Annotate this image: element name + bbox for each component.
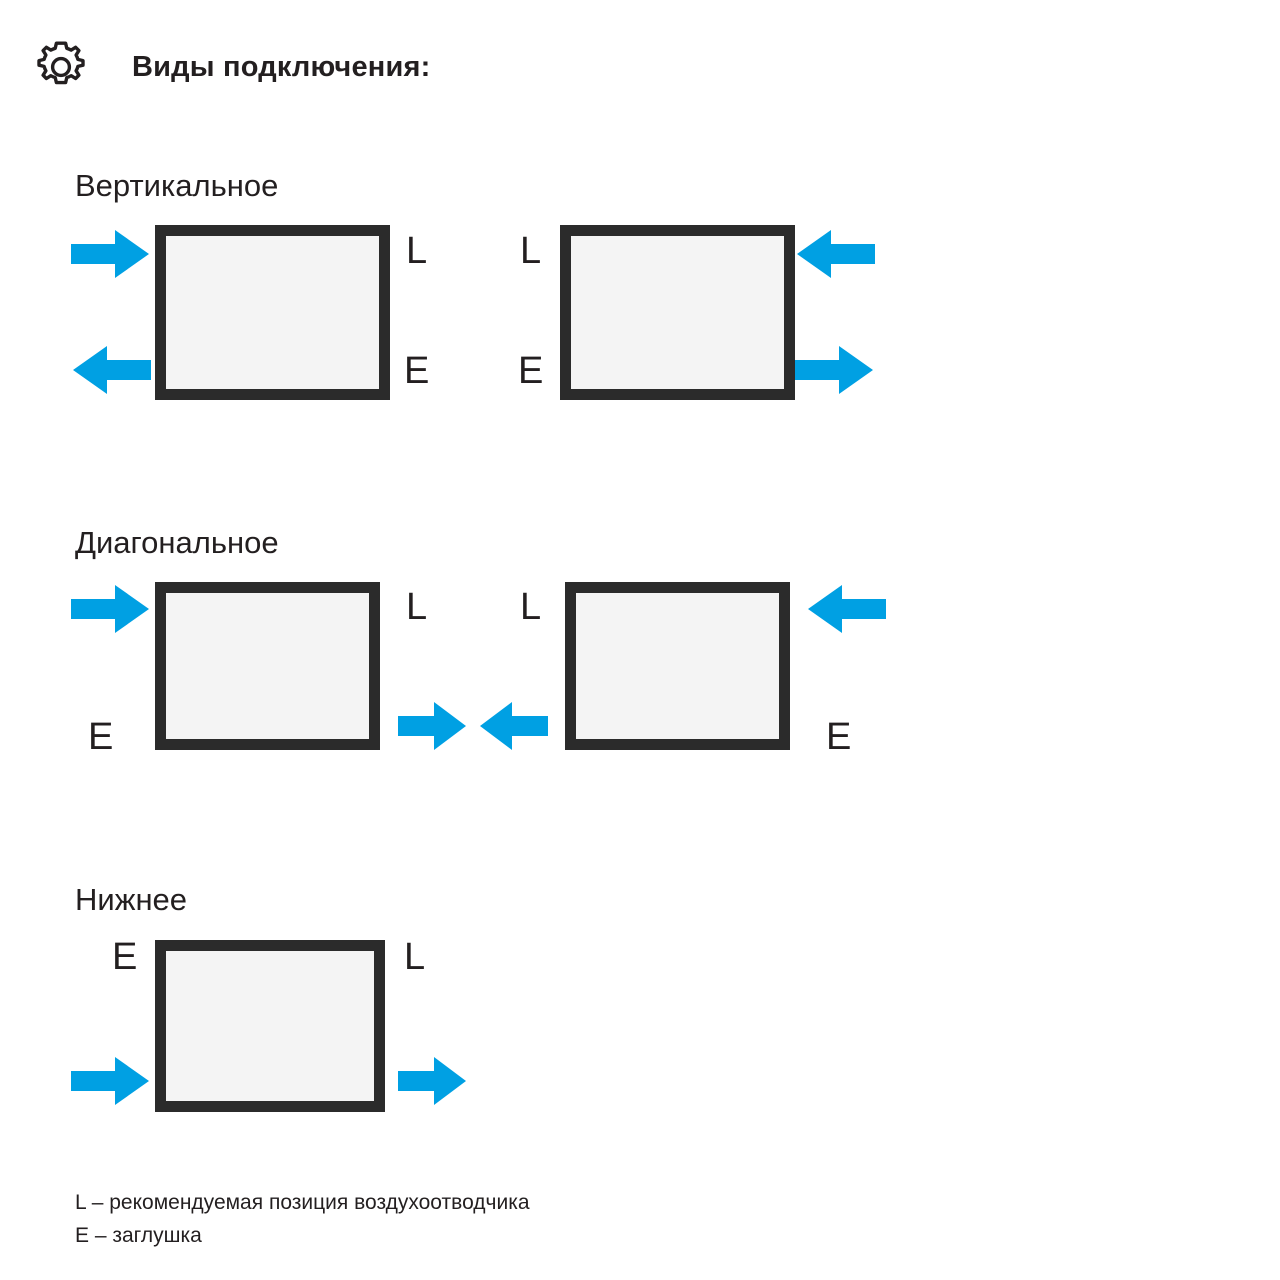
radiator-vertical-right [560, 225, 795, 400]
arrow-diagonal-right-inlet [806, 583, 886, 640]
arrow-vertical-left-inlet [71, 228, 151, 285]
port-label-diagonal-right-bottom: E [826, 716, 852, 758]
port-label-bottom-right: L [404, 936, 426, 978]
arrow-vertical-right-outlet [795, 344, 875, 401]
section-title-bottom: Нижнее [75, 882, 188, 917]
port-label-bottom-left: E [112, 936, 138, 978]
port-label-diagonal-left-bottom: E [88, 716, 114, 758]
port-label-diagonal-left-top: L [406, 586, 428, 628]
port-label-diagonal-right-top: L [520, 586, 542, 628]
port-label-vertical-right-top: L [520, 230, 542, 272]
radiator-vertical-left [155, 225, 390, 400]
page-title: Виды подключения: [132, 50, 431, 83]
arrow-diagonal-left-inlet [71, 583, 151, 640]
legend-item-L: L – рекомендуемая позиция воздухоотводчика [75, 1191, 530, 1214]
radiator-bottom [155, 940, 385, 1112]
port-label-vertical-left-bottom: E [404, 350, 430, 392]
arrow-diagonal-right-outlet [478, 700, 548, 757]
header [34, 40, 431, 94]
arrow-diagonal-left-outlet [398, 700, 468, 757]
arrow-vertical-left-outlet [71, 344, 151, 401]
port-label-vertical-left-top: L [406, 230, 428, 272]
gear-icon [34, 40, 88, 94]
section-title-vertical: Вертикальное [75, 168, 279, 203]
arrow-bottom-outlet [398, 1055, 468, 1112]
legend [75, 1186, 530, 1252]
radiator-diagonal-right [565, 582, 790, 750]
section-title-diagonal: Диагональное [75, 525, 279, 560]
arrow-vertical-right-inlet [795, 228, 875, 285]
radiator-diagonal-left [155, 582, 380, 750]
port-label-vertical-right-bottom: E [518, 350, 544, 392]
arrow-bottom-inlet [71, 1055, 151, 1112]
legend-item-E: E – заглушка [75, 1224, 202, 1247]
